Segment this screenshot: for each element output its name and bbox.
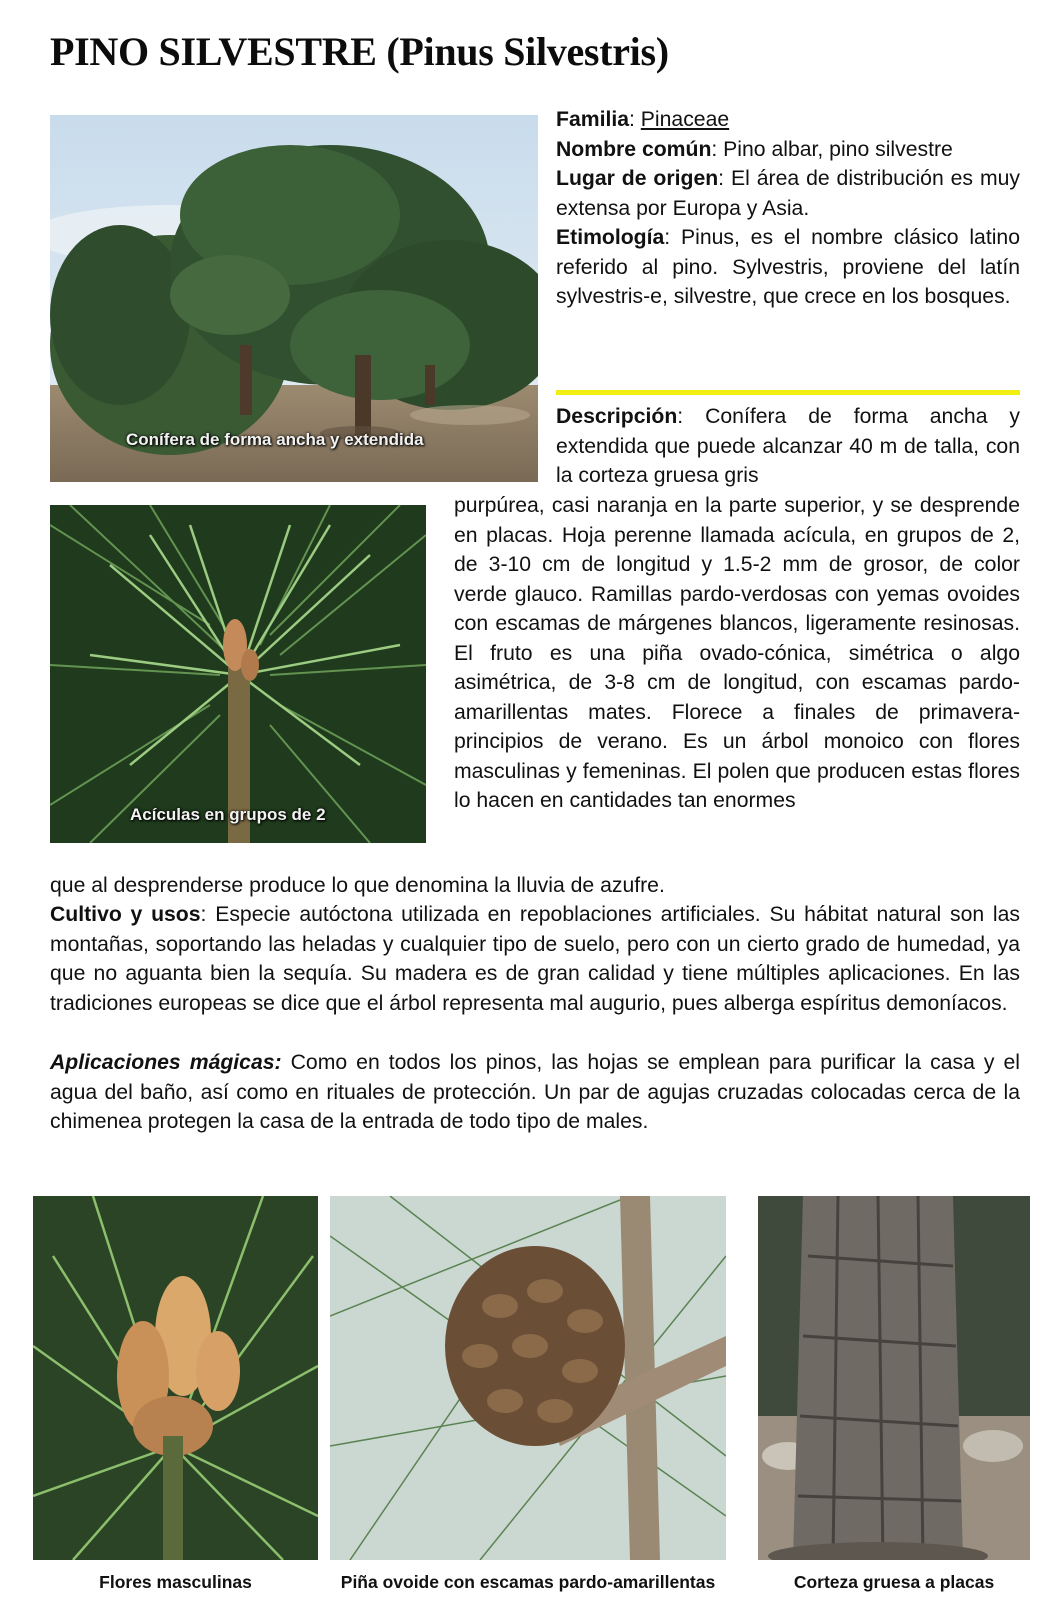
bark-photo xyxy=(758,1196,1030,1560)
familia-link[interactable]: Pinaceae xyxy=(640,108,730,131)
needles-photo xyxy=(50,505,426,843)
description-part1: Descripción: Conífera de forma ancha y extendida que puede alcanzar 40 m de talla, con la corteza gruesa gris xyxy=(556,405,1020,487)
description-text-1: Conífera de forma ancha y extendida que puede alcanzar 40 m de talla, con la corteza gruesa gris xyxy=(556,405,1020,487)
yellow-divider xyxy=(556,390,1020,395)
familia-line: Familia: Pinaceae xyxy=(556,108,730,131)
description-part2: purpúrea, casi naranja en la parte superior, y se desprende en placas. Hoja perenne llamada acícula, en grupos de 2, de 3-10 cm de longitud y 1.5-2 mm de grosor, de color verde glauco. Ramillas pardo-verdosas con yemas ovoides con escamas de márgenes blancos, ligeramente resinosas. El fruto es una piña ovado-cónica, simétrica o algo asimétrica, de 3-8 cm de longitud, con escamas pardo-amarillentas mates. Florece a finales de primavera-principios de verano. Es un árbol monoico con flores masculinas y femeninas. El polen que producen estas flores lo hacen en cantidades tan enormes xyxy=(454,494,1020,812)
magic-label: Aplicaciones mágicas: xyxy=(50,1051,282,1074)
magic-text: Como en todos los pinos, las hojas se emplean para purificar la casa y el agua del baño, así como en rituales de protección. Un par de agujas cruzadas colocadas cerca de la chimenea protegen la casa de la entrada de todo tipo de males. xyxy=(50,1051,1020,1133)
description-part3: que al desprenderse produce lo que denomina la lluvia de azufre. xyxy=(50,874,665,897)
nombre-value: Pino albar, pino silvestre xyxy=(723,137,953,161)
flowers-photo xyxy=(33,1196,318,1560)
etimologia-value: Pinus, es el nombre clásico latino referido al pino. Sylvestris, proviene del latín sylvestris-e, silvestre, que crece en los bosques. xyxy=(556,226,1020,308)
cone-photo xyxy=(330,1196,726,1560)
info-block xyxy=(556,105,1020,312)
cone-caption: Piña ovoide con escamas pardo-amarillentas xyxy=(340,1572,716,1592)
cultivo-paragraph: Cultivo y usos: Especie autóctona utilizada en repoblaciones artificiales. Su hábitat natural son las montañas, soportando las heladas y cualquier tipo de suelo, pero con un cierto grado de humedad, ya que no aguanta bien la sequía. Su madera es de gran calidad y tiene múltiples aplicaciones. En las tradiciones europeas se dice que el árbol representa mal augurio, pues alberga espíritus demoníacos. xyxy=(50,903,1020,1015)
cultivo-text: Especie autóctona utilizada en repoblaciones artificiales. Su hábitat natural son las montañas, soportando las heladas y cualquier tipo de suelo, pero con un cierto grado de humedad, ya que no aguanta bien la sequía. Su madera es de gran calidad y tiene múltiples aplicaciones. En las tradiciones europeas se dice que el árbol representa mal augurio, pues alberga espíritus demoníacos. xyxy=(50,903,1020,1015)
familia-label: Familia xyxy=(556,108,630,131)
page-title: PINO SILVESTRE (Pinus Silvestris) xyxy=(50,29,669,74)
magic-paragraph xyxy=(50,1048,1020,1137)
origen-label: Lugar de origen xyxy=(556,167,719,190)
tree-photo xyxy=(50,115,538,482)
bark-caption: Corteza gruesa a placas xyxy=(793,1572,995,1592)
tree-photo-caption: Conífera de forma ancha y extendida xyxy=(126,430,424,449)
origen-line: Lugar de origen: El área de distribución es muy extensa por Europa y Asia. xyxy=(556,167,1020,220)
needles-photo-caption: Acículas en grupos de 2 xyxy=(130,805,326,824)
nombre-label: Nombre común xyxy=(556,137,712,161)
origen-value: El área de distribución es muy extensa por Europa y Asia. xyxy=(556,167,1020,220)
etimologia-line: Etimología: Pinus, es el nombre clásico latino referido al pino. Sylvestris, proviene del latín sylvestris-e, silvestre, que crece en los bosques. xyxy=(556,226,1020,308)
description-label: Descripción xyxy=(556,405,678,428)
nombre-line: Nombre común: Pino albar, pino silvestre xyxy=(556,137,953,161)
flowers-caption: Flores masculinas xyxy=(99,1572,252,1592)
etimologia-label: Etimología xyxy=(556,226,665,249)
cultivo-label: Cultivo y usos xyxy=(50,903,201,926)
